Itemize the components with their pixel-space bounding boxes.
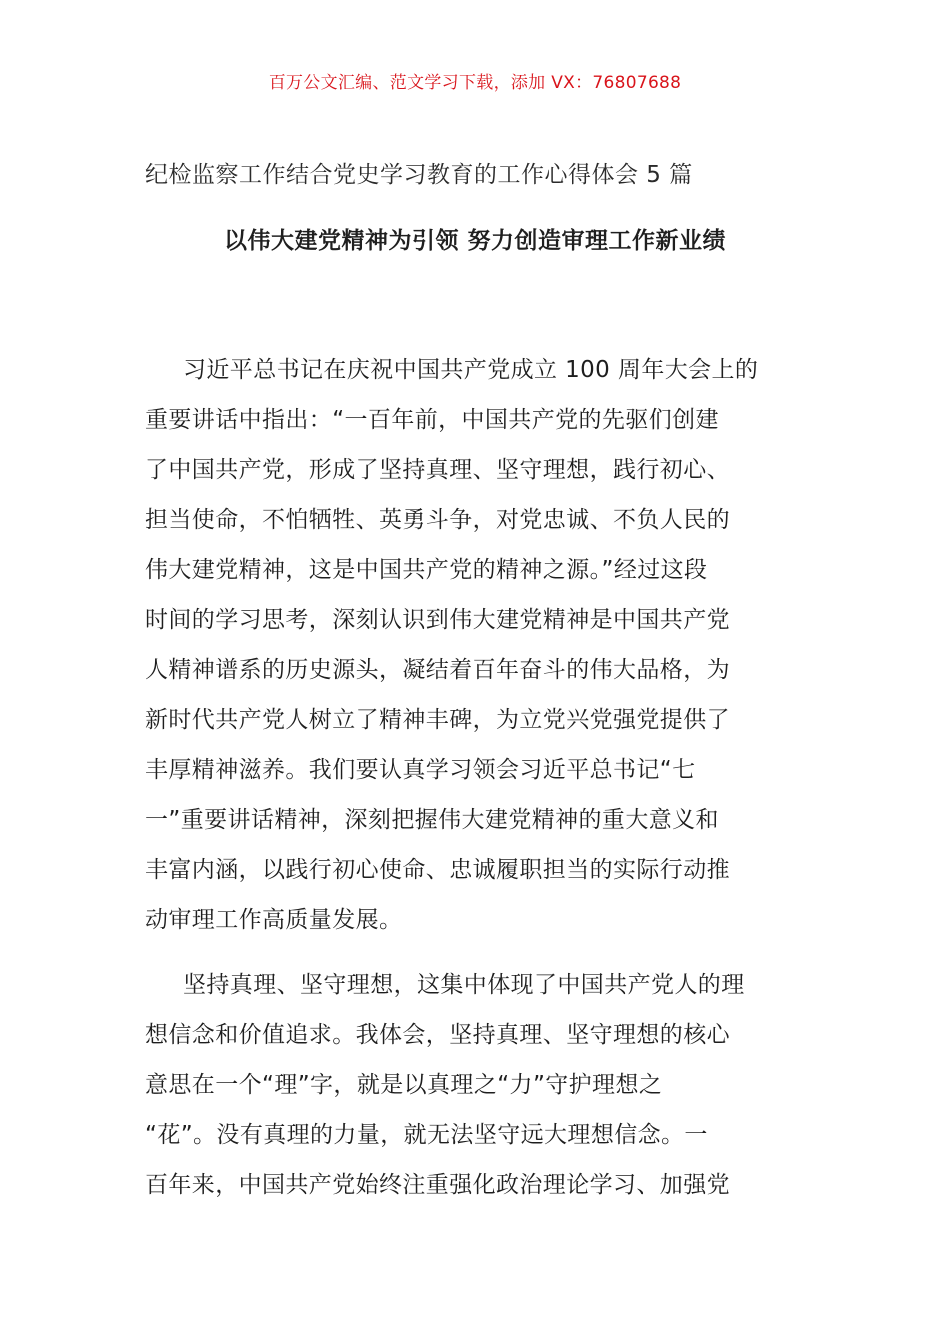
- paragraph-line: 想信念和价值追求。我体会，坚持真理、坚守理想的核心: [145, 1022, 730, 1048]
- paragraph-line: 伟大建党精神，这是中国共产党的精神之源。”经过这段: [145, 557, 708, 583]
- paragraph-line: 一”重要讲话精神，深刻把握伟大建党精神的重大意义和: [145, 807, 719, 833]
- paragraph-line: 重要讲话中指出：“一百年前，中国共产党的先驱们创建: [145, 407, 719, 433]
- paragraph-1: [145, 345, 805, 945]
- paragraph-line: “花”。没有真理的力量，就无法坚守远大理想信念。一: [145, 1122, 708, 1148]
- paragraph-line: 了中国共产党，形成了坚持真理、坚守理想，践行初心、: [145, 457, 730, 483]
- paragraph-line: 意思在一个“理”字，就是以真理之“力”守护理想之: [145, 1072, 663, 1098]
- paragraph-line: 百年来，中国共产党始终注重强化政治理论学习、加强党: [145, 1172, 730, 1198]
- paragraph-line: 人精神谱系的历史源头，凝结着百年奋斗的伟大品格，为: [145, 657, 730, 683]
- document-title: 纪检监察工作结合党史学习教育的工作心得体会 5 篇: [145, 162, 693, 188]
- document-subtitle: 以伟大建党精神为引领 努力创造审理工作新业绩: [223, 228, 726, 254]
- paragraph-line: 新时代共产党人树立了精神丰碑，为立党兴党强党提供了: [145, 707, 730, 733]
- paragraph-line: 担当使命，不怕牺牲、英勇斗争，对党忠诚、不负人民的: [145, 507, 730, 533]
- paragraph-line: 习近平总书记在庆祝中国共产党成立 100 周年大会上的: [183, 357, 759, 383]
- promo-banner: 百万公文汇编、范文学习下载，添加 VX：76807688: [268, 73, 682, 93]
- paragraph-line: 丰富内涵，以践行初心使命、忠诚履职担当的实际行动推: [145, 857, 730, 883]
- paragraph-line: 丰厚精神滋养。我们要认真学习领会习近平总书记“七: [145, 757, 696, 783]
- paragraph-line: 时间的学习思考，深刻认识到伟大建党精神是中国共产党: [145, 607, 730, 633]
- paragraph-line: 坚持真理、坚守理想，这集中体现了中国共产党人的理: [183, 972, 745, 998]
- paragraph-line: 动审理工作高质量发展。: [145, 907, 403, 933]
- paragraph-2: [145, 960, 805, 1210]
